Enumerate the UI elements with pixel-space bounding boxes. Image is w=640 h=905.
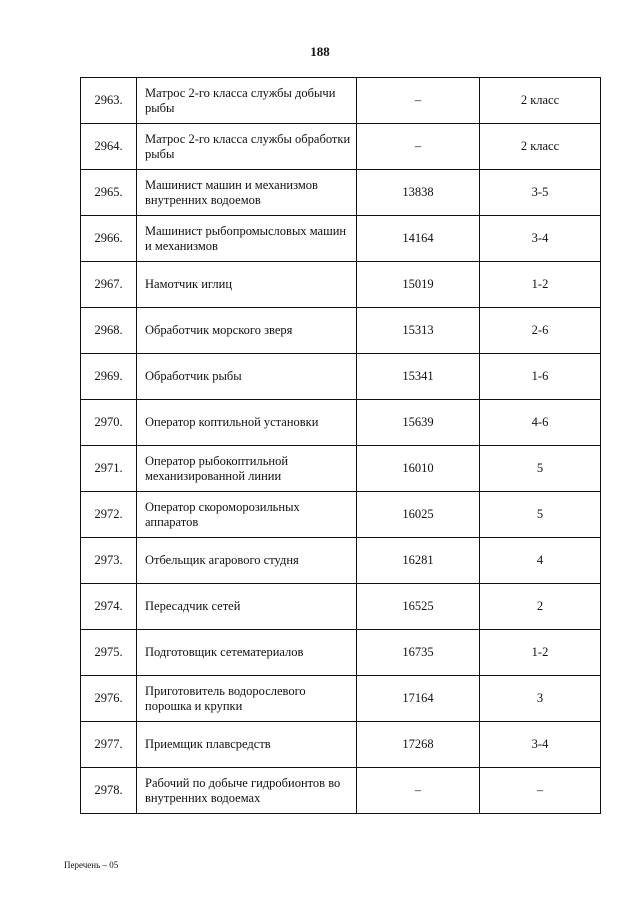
grade-range: 3 <box>480 676 601 722</box>
grade-range: 4-6 <box>480 400 601 446</box>
row-number: 2975. <box>81 630 137 676</box>
grade-range: 4 <box>480 538 601 584</box>
row-number: 2968. <box>81 308 137 354</box>
profession-code: 16735 <box>357 630 480 676</box>
profession-name: Намотчик иглиц <box>137 262 357 308</box>
row-number: 2967. <box>81 262 137 308</box>
profession-code: 15313 <box>357 308 480 354</box>
profession-name: Приготовитель водорослевого порошка и крупки <box>137 676 357 722</box>
profession-name: Рабочий по добыче гидробионтов во внутренних водоемах <box>137 768 357 814</box>
row-number: 2970. <box>81 400 137 446</box>
row-number: 2964. <box>81 124 137 170</box>
table-row <box>81 676 601 722</box>
profession-code: 17164 <box>357 676 480 722</box>
grade-range: 3-4 <box>480 216 601 262</box>
grade-range: – <box>480 768 601 814</box>
profession-code: 16281 <box>357 538 480 584</box>
grade-range: 2 <box>480 584 601 630</box>
profession-name: Машинист рыбопромысловых машин и механизмов <box>137 216 357 262</box>
table-row <box>81 722 601 768</box>
profession-name: Оператор коптильной установки <box>137 400 357 446</box>
profession-table <box>80 77 601 814</box>
profession-name: Обработчик морского зверя <box>137 308 357 354</box>
grade-range: 5 <box>480 492 601 538</box>
profession-name: Пересадчик сетей <box>137 584 357 630</box>
table-row <box>81 768 601 814</box>
page-number: 188 <box>310 44 330 59</box>
row-number: 2976. <box>81 676 137 722</box>
profession-name: Матрос 2-го класса службы добычи рыбы <box>137 78 357 124</box>
row-number: 2973. <box>81 538 137 584</box>
footer-label: Перечень – 05 <box>64 860 119 870</box>
profession-name: Оператор рыбокоптильной механизированной линии <box>137 446 357 492</box>
table-row <box>81 538 601 584</box>
profession-code: 16010 <box>357 446 480 492</box>
row-number: 2971. <box>81 446 137 492</box>
profession-code: – <box>357 768 480 814</box>
profession-name: Матрос 2-го класса службы обработки рыбы <box>137 124 357 170</box>
row-number: 2974. <box>81 584 137 630</box>
profession-name: Машинист машин и механизмов внутренних водоемов <box>137 170 357 216</box>
grade-range: 2-6 <box>480 308 601 354</box>
grade-range: 1-6 <box>480 354 601 400</box>
row-number: 2965. <box>81 170 137 216</box>
profession-code: – <box>357 124 480 170</box>
table-row <box>81 124 601 170</box>
grade-range: 3-5 <box>480 170 601 216</box>
grade-range: 1-2 <box>480 630 601 676</box>
grade-range: 5 <box>480 446 601 492</box>
table-row <box>81 216 601 262</box>
grade-range: 3-4 <box>480 722 601 768</box>
row-number: 2966. <box>81 216 137 262</box>
table-row <box>81 170 601 216</box>
table-row <box>81 354 601 400</box>
row-number: 2977. <box>81 722 137 768</box>
profession-code: 13838 <box>357 170 480 216</box>
profession-code: 16025 <box>357 492 480 538</box>
row-number: 2978. <box>81 768 137 814</box>
table-row <box>81 400 601 446</box>
profession-code: 15341 <box>357 354 480 400</box>
profession-code: – <box>357 78 480 124</box>
profession-code: 17268 <box>357 722 480 768</box>
profession-name: Приемщик плавсредств <box>137 722 357 768</box>
grade-range: 2 класс <box>480 124 601 170</box>
row-number: 2963. <box>81 78 137 124</box>
table-row <box>81 308 601 354</box>
row-number: 2972. <box>81 492 137 538</box>
table-row <box>81 262 601 308</box>
profession-code: 15019 <box>357 262 480 308</box>
profession-name: Отбельщик агарового студня <box>137 538 357 584</box>
profession-code: 14164 <box>357 216 480 262</box>
profession-name: Подготовщик сетематериалов <box>137 630 357 676</box>
profession-name: Обработчик рыбы <box>137 354 357 400</box>
profession-name: Оператор скороморозильных аппаратов <box>137 492 357 538</box>
table-body <box>81 78 601 814</box>
grade-range: 1-2 <box>480 262 601 308</box>
table-row <box>81 630 601 676</box>
table-row <box>81 78 601 124</box>
profession-code: 15639 <box>357 400 480 446</box>
table-row <box>81 492 601 538</box>
grade-range: 2 класс <box>480 78 601 124</box>
table-row <box>81 446 601 492</box>
profession-code: 16525 <box>357 584 480 630</box>
table-row <box>81 584 601 630</box>
row-number: 2969. <box>81 354 137 400</box>
